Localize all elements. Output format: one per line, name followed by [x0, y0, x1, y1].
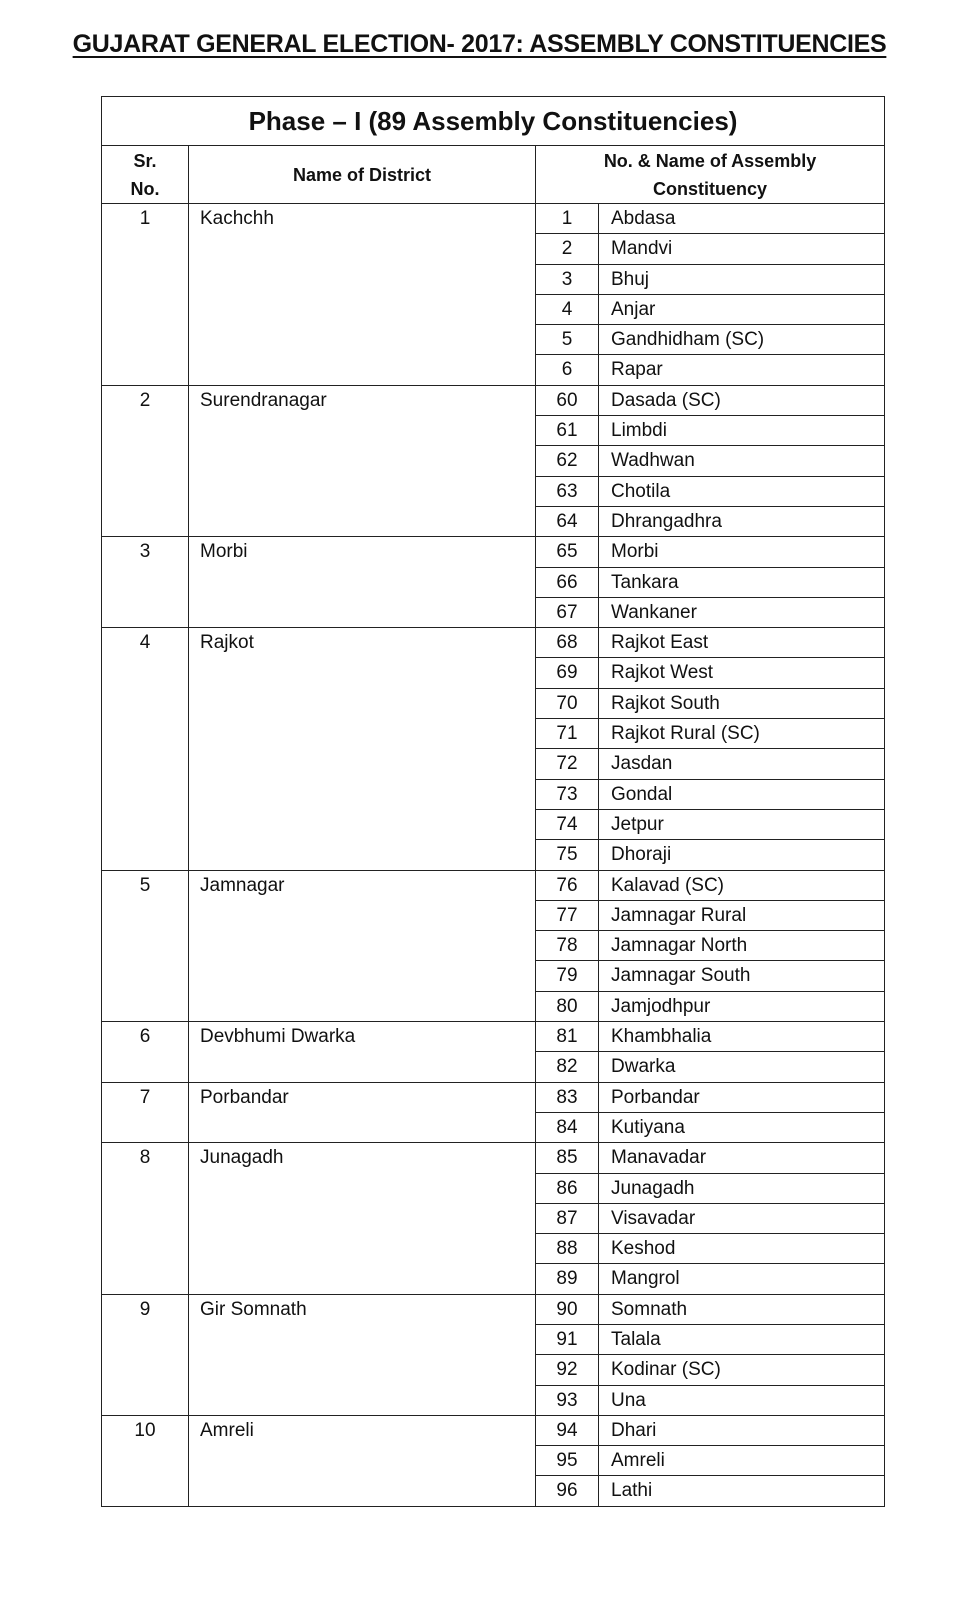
constituency-name: Keshod — [599, 1234, 885, 1264]
constituency-number: 93 — [536, 1385, 599, 1415]
constituency-name: Jamnagar South — [599, 961, 885, 991]
constituency-name: Amreli — [599, 1446, 885, 1476]
constituency-number: 77 — [536, 900, 599, 930]
constituency-name: Jasdan — [599, 749, 885, 779]
constituency-number: 79 — [536, 961, 599, 991]
constituency-name: Limbdi — [599, 416, 885, 446]
constituency-name: Una — [599, 1385, 885, 1415]
constituency-name: Rajkot East — [599, 628, 885, 658]
table-row — [102, 1082, 885, 1112]
constituency-number: 61 — [536, 416, 599, 446]
district-name: Kachchh — [189, 204, 536, 386]
constituency-name: Jamnagar North — [599, 931, 885, 961]
constituency-name: Kalavad (SC) — [599, 870, 885, 900]
district-name: Amreli — [189, 1415, 536, 1506]
constituency-number: 95 — [536, 1446, 599, 1476]
constituency-name: Jamnagar Rural — [599, 900, 885, 930]
constituency-number: 80 — [536, 991, 599, 1021]
constituency-number: 96 — [536, 1476, 599, 1506]
constituency-number: 73 — [536, 779, 599, 809]
constituency-number: 3 — [536, 264, 599, 294]
header-sr-no: Sr. No. — [102, 146, 189, 204]
constituency-name: Anjar — [599, 294, 885, 324]
constituency-number: 1 — [536, 204, 599, 234]
table-row — [102, 1022, 885, 1052]
constituency-name: Dwarka — [599, 1052, 885, 1082]
constituency-name: Khambhalia — [599, 1022, 885, 1052]
constituency-name: Wankaner — [599, 597, 885, 627]
district-name: Morbi — [189, 537, 536, 628]
table-row — [102, 1294, 885, 1324]
constituency-name: Rajkot Rural (SC) — [599, 719, 885, 749]
constituency-name: Junagadh — [599, 1173, 885, 1203]
constituency-name: Mandvi — [599, 234, 885, 264]
district-sr-no: 1 — [102, 204, 189, 386]
district-name: Junagadh — [189, 1143, 536, 1294]
constituency-name: Rajkot South — [599, 688, 885, 718]
constituency-number: 76 — [536, 870, 599, 900]
constituency-name: Kodinar (SC) — [599, 1355, 885, 1385]
constituency-number: 70 — [536, 688, 599, 718]
constituency-name: Tankara — [599, 567, 885, 597]
constituency-number: 78 — [536, 931, 599, 961]
constituency-number: 2 — [536, 234, 599, 264]
constituency-name: Dhari — [599, 1415, 885, 1445]
constituency-number: 62 — [536, 446, 599, 476]
constituency-name: Visavadar — [599, 1203, 885, 1233]
district-name: Surendranagar — [189, 385, 536, 536]
constituency-number: 60 — [536, 385, 599, 415]
constituency-name: Dhoraji — [599, 840, 885, 870]
constituency-number: 72 — [536, 749, 599, 779]
constituency-name: Rapar — [599, 355, 885, 385]
constituency-number: 65 — [536, 537, 599, 567]
constituency-number: 91 — [536, 1324, 599, 1354]
district-sr-no: 10 — [102, 1415, 189, 1506]
constituency-name: Wadhwan — [599, 446, 885, 476]
constituency-number: 85 — [536, 1143, 599, 1173]
district-sr-no: 5 — [102, 870, 189, 1021]
constituency-name: Jetpur — [599, 809, 885, 839]
constituency-number: 75 — [536, 840, 599, 870]
district-name: Devbhumi Dwarka — [189, 1022, 536, 1083]
constituency-name: Lathi — [599, 1476, 885, 1506]
table-row — [102, 628, 885, 658]
constituency-number: 4 — [536, 294, 599, 324]
table-row — [102, 1415, 885, 1445]
district-sr-no: 2 — [102, 385, 189, 536]
constituency-name: Gandhidham (SC) — [599, 325, 885, 355]
district-name: Porbandar — [189, 1082, 536, 1143]
constituency-name: Gondal — [599, 779, 885, 809]
district-name: Jamnagar — [189, 870, 536, 1021]
table-body — [102, 204, 885, 1507]
district-name: Gir Somnath — [189, 1294, 536, 1415]
constituency-number: 6 — [536, 355, 599, 385]
district-sr-no: 6 — [102, 1022, 189, 1083]
phase-title: Phase – I (89 Assembly Constituencies) — [102, 97, 885, 146]
constituency-number: 82 — [536, 1052, 599, 1082]
table-row — [102, 1143, 885, 1173]
constituency-number: 5 — [536, 325, 599, 355]
constituency-name: Mangrol — [599, 1264, 885, 1294]
constituency-name: Dasada (SC) — [599, 385, 885, 415]
constituency-number: 90 — [536, 1294, 599, 1324]
constituency-number: 87 — [536, 1203, 599, 1233]
constituency-number: 86 — [536, 1173, 599, 1203]
constituency-name: Somnath — [599, 1294, 885, 1324]
constituency-number: 83 — [536, 1082, 599, 1112]
constituency-name: Morbi — [599, 537, 885, 567]
table-row — [102, 385, 885, 415]
constituency-name: Abdasa — [599, 204, 885, 234]
constituency-number: 69 — [536, 658, 599, 688]
constituency-number: 71 — [536, 719, 599, 749]
constituency-name: Rajkot West — [599, 658, 885, 688]
constituency-name: Manavadar — [599, 1143, 885, 1173]
constituency-number: 66 — [536, 567, 599, 597]
constituency-number: 68 — [536, 628, 599, 658]
constituency-number: 92 — [536, 1355, 599, 1385]
constituency-number: 74 — [536, 809, 599, 839]
constituency-name: Kutiyana — [599, 1112, 885, 1142]
constituency-number: 88 — [536, 1234, 599, 1264]
constituency-name: Bhuj — [599, 264, 885, 294]
district-sr-no: 3 — [102, 537, 189, 628]
constituency-number: 84 — [536, 1112, 599, 1142]
constituency-name: Dhrangadhra — [599, 506, 885, 536]
table-row — [102, 204, 885, 234]
district-sr-no: 9 — [102, 1294, 189, 1415]
district-sr-no: 8 — [102, 1143, 189, 1294]
constituency-name: Talala — [599, 1324, 885, 1354]
constituency-name: Porbandar — [599, 1082, 885, 1112]
constituency-number: 67 — [536, 597, 599, 627]
constituency-number: 81 — [536, 1022, 599, 1052]
constituency-number: 89 — [536, 1264, 599, 1294]
constituency-number: 63 — [536, 476, 599, 506]
district-name: Rajkot — [189, 628, 536, 870]
constituency-table — [101, 96, 885, 1507]
header-district: Name of District — [189, 146, 536, 204]
constituency-number: 94 — [536, 1415, 599, 1445]
table-row — [102, 537, 885, 567]
district-sr-no: 4 — [102, 628, 189, 870]
district-sr-no: 7 — [102, 1082, 189, 1143]
constituency-name: Chotila — [599, 476, 885, 506]
header-constituency: No. & Name of Assembly Constituency — [536, 146, 885, 204]
document-title: GUJARAT GENERAL ELECTION- 2017: ASSEMBLY CONSTITUENCIES — [72, 30, 887, 58]
constituency-number: 64 — [536, 506, 599, 536]
constituency-name: Jamjodhpur — [599, 991, 885, 1021]
table-row — [102, 870, 885, 900]
